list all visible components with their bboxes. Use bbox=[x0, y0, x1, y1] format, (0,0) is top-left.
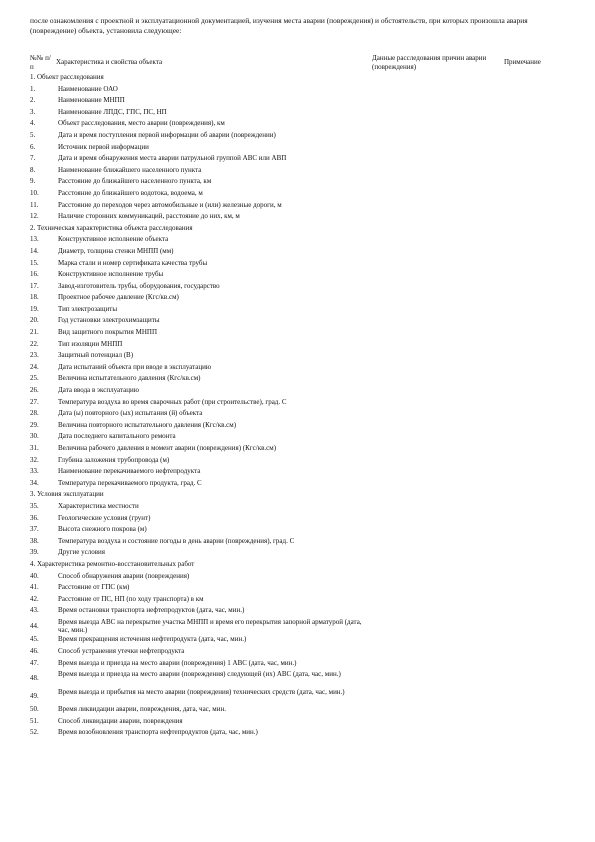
row-number: 20. bbox=[30, 316, 39, 325]
table-row bbox=[30, 502, 575, 514]
table-row bbox=[30, 583, 575, 595]
row-number: 33. bbox=[30, 467, 39, 476]
table-row bbox=[30, 282, 575, 294]
table-row bbox=[30, 514, 575, 526]
table-row bbox=[30, 717, 575, 729]
row-number: 38. bbox=[30, 536, 39, 545]
row-number: 25. bbox=[30, 374, 39, 383]
row-number: 52. bbox=[30, 728, 39, 737]
table-row bbox=[30, 386, 575, 398]
table-row bbox=[30, 705, 575, 717]
row-characteristic: Способ обнаружения аварии (повреждения) bbox=[58, 571, 190, 580]
table-row bbox=[30, 131, 575, 143]
row-number: 5. bbox=[30, 130, 36, 139]
row-number: 27. bbox=[30, 397, 39, 406]
table-row bbox=[30, 728, 575, 740]
row-characteristic: Дата последнего капитального ремонта bbox=[58, 432, 176, 441]
section-heading-row bbox=[30, 560, 575, 572]
row-number: 8. bbox=[30, 165, 36, 174]
row-number: 10. bbox=[30, 188, 39, 197]
row-characteristic: Время выезда и приезда на место аварии (повреждения) 1 АВС (дата, час, мин.) bbox=[58, 658, 297, 667]
row-characteristic: Марка стали и номер сертификата качества трубы bbox=[58, 258, 208, 267]
table-row bbox=[30, 96, 575, 108]
row-characteristic: Расстояние до ближайшего населенного пункта, км bbox=[58, 177, 212, 186]
table-row bbox=[30, 247, 575, 259]
row-number: 37. bbox=[30, 525, 39, 534]
table-row bbox=[30, 595, 575, 607]
row-characteristic: Наличие сторонних коммуникаций, расстояние до них, км, м bbox=[58, 212, 240, 221]
row-characteristic: Тип изоляции МНПП bbox=[58, 339, 123, 348]
table-row bbox=[30, 293, 575, 305]
row-characteristic: Завод-изготовитель трубы, оборудования, государство bbox=[58, 281, 220, 290]
row-characteristic: Дата и время обнаружения места аварии патрульной группой АВС или АВП bbox=[58, 154, 287, 163]
row-number: 12. bbox=[30, 212, 39, 221]
row-number: 9. bbox=[30, 177, 36, 186]
row-characteristic: Год установки электрохимзащиты bbox=[58, 316, 160, 325]
row-characteristic: Расстояние до переходов через автомобильные и (или) железные дороги, м bbox=[58, 200, 282, 209]
table-row bbox=[30, 235, 575, 247]
table-row bbox=[30, 618, 575, 636]
section-title: 1. Объект расследования bbox=[30, 73, 104, 81]
row-number: 30. bbox=[30, 432, 39, 441]
row-characteristic: Величина рабочего давления в момент аварии (повреждения) (Кгс/кв.см) bbox=[58, 444, 277, 452]
table-row bbox=[30, 548, 575, 560]
intro-paragraph: после ознакомления с проектной и эксплуатационной документацией, изучения места аварии (повреждения) и обстоятельств, при которых произошла авария (повреждение) объекта, установила следующее: bbox=[30, 16, 528, 35]
row-characteristic: Дата и время поступления первой информации об аварии (повреждении) bbox=[58, 130, 276, 139]
row-number: 34. bbox=[30, 478, 39, 487]
row-number: 13. bbox=[30, 235, 39, 244]
table-row bbox=[30, 119, 575, 131]
row-number: 35. bbox=[30, 501, 39, 510]
table-row bbox=[30, 398, 575, 410]
row-number: 46. bbox=[30, 647, 39, 655]
row-characteristic: Время выезда и приезда на место аварии (повреждения) следующей (их) АВС (дата, час, мин.) bbox=[58, 670, 341, 679]
table-row bbox=[30, 351, 575, 363]
row-number: 23. bbox=[30, 351, 39, 360]
table-row bbox=[30, 606, 575, 618]
row-number: 48. bbox=[30, 674, 39, 683]
table-row bbox=[30, 525, 575, 537]
row-characteristic: Температура воздуха и состояние погоды в день аварии (повреждения), град. С bbox=[58, 536, 295, 545]
table-row bbox=[30, 572, 575, 584]
header-number-column: №№ п/п bbox=[30, 54, 51, 71]
row-characteristic: Способ устранения утечки нефтепродукта bbox=[58, 647, 185, 655]
row-number: 16. bbox=[30, 270, 39, 279]
row-characteristic: Геологические условия (грунт) bbox=[58, 513, 151, 522]
row-characteristic: Дата испытаний объекта при вводе в эксплуатацию bbox=[58, 362, 212, 371]
table-row bbox=[30, 444, 575, 456]
table-row bbox=[30, 432, 575, 444]
table-row bbox=[30, 363, 575, 375]
row-number: 21. bbox=[30, 328, 39, 337]
section-heading-row bbox=[30, 73, 575, 85]
header-investigation-data-column: Данные расследования причин аварии (повреждения) bbox=[372, 54, 487, 71]
row-number: 31. bbox=[30, 444, 39, 452]
row-number: 51. bbox=[30, 716, 39, 725]
table-row bbox=[30, 201, 575, 213]
table-row bbox=[30, 340, 575, 352]
row-characteristic: Глубина заложения трубопровода (м) bbox=[58, 455, 170, 464]
table-row bbox=[30, 635, 575, 647]
row-number: 6. bbox=[30, 142, 36, 151]
table-row bbox=[30, 688, 575, 706]
table-row bbox=[30, 409, 575, 421]
row-characteristic: Температура перекачиваемого продукта, град. С bbox=[58, 478, 202, 487]
row-characteristic: Диаметр, толщина стенки МНПП (мм) bbox=[58, 246, 174, 255]
table-row bbox=[30, 537, 575, 549]
row-number: 17. bbox=[30, 281, 39, 290]
section-heading-row bbox=[30, 224, 575, 236]
row-number: 36. bbox=[30, 513, 39, 522]
row-number: 32. bbox=[30, 455, 39, 464]
header-note-column: Примечание bbox=[504, 58, 541, 66]
row-characteristic: Расстояние от ГПС (км) bbox=[58, 583, 130, 592]
section-title: 3. Условия эксплуатации bbox=[30, 490, 104, 499]
row-number: 14. bbox=[30, 246, 39, 255]
header-characteristic-column: Характеристика и свойства объекта bbox=[56, 58, 163, 66]
row-number: 39. bbox=[30, 548, 39, 557]
table-row bbox=[30, 316, 575, 328]
row-number: 45. bbox=[30, 635, 39, 644]
row-number: 49. bbox=[30, 691, 39, 700]
row-number: 26. bbox=[30, 386, 39, 395]
table-row bbox=[30, 670, 575, 688]
row-characteristic: Дата (ы) повторного (ых) испытания (й) объекта bbox=[58, 409, 203, 418]
row-characteristic: Наименование ближайшего населенного пункта bbox=[58, 165, 202, 174]
row-characteristic: Время выезда и прибытия на место аварии (повреждения) технических средств (дата, час, мин.) bbox=[58, 687, 345, 696]
table-row bbox=[30, 421, 575, 433]
row-characteristic: Высота снежного покрова (м) bbox=[58, 525, 147, 534]
row-number: 40. bbox=[30, 571, 39, 580]
row-number: 11. bbox=[30, 200, 39, 209]
table-row bbox=[30, 108, 575, 120]
section-title: 4. Характеристика ремонтно-восстановительных работ bbox=[30, 559, 195, 568]
table-row bbox=[30, 212, 575, 224]
row-characteristic: Источник первой информации bbox=[58, 142, 149, 151]
row-characteristic: Величина повторного испытательного давления (Кгс/кв.см) bbox=[58, 420, 237, 429]
row-number: 28. bbox=[30, 409, 39, 418]
row-number: 1. bbox=[30, 84, 36, 93]
row-number: 47. bbox=[30, 658, 39, 667]
row-characteristic: Защитный потенциал (В) bbox=[58, 351, 134, 360]
row-number: 24. bbox=[30, 362, 39, 371]
table-row bbox=[30, 647, 575, 659]
row-number: 42. bbox=[30, 594, 39, 603]
row-number: 19. bbox=[30, 304, 39, 313]
table-row bbox=[30, 467, 575, 479]
row-characteristic: Время возобновления транспорта нефтепродуктов (дата, час, мин.) bbox=[58, 728, 258, 737]
table-row bbox=[30, 374, 575, 386]
row-number: 43. bbox=[30, 606, 39, 615]
table-row bbox=[30, 479, 575, 491]
row-characteristic: Время остановки транспорта нефтепродуктов (дата, час, мин.) bbox=[58, 606, 245, 615]
row-characteristic: Наименование МНПП bbox=[58, 96, 125, 105]
table-row bbox=[30, 305, 575, 317]
row-characteristic: Характеристика местности bbox=[58, 501, 139, 510]
row-characteristic: Дата ввода в эксплуатацию bbox=[58, 386, 139, 395]
row-characteristic: Объект расследования, место аварии (повреждения), км bbox=[58, 119, 225, 128]
row-characteristic: Другие условия bbox=[58, 548, 106, 557]
table-row bbox=[30, 166, 575, 178]
row-characteristic: Конструктивное исполнение объекта bbox=[58, 235, 169, 244]
row-characteristic: Температура воздуха во время сварочных работ (при строительстве), град. С bbox=[58, 397, 287, 406]
row-characteristic: Наименование перекачиваемого нефтепродукта bbox=[58, 467, 201, 476]
row-characteristic: Расстояние от ПС, НП (по ходу транспорта) в км bbox=[58, 594, 204, 603]
table-row bbox=[30, 189, 575, 201]
row-number: 7. bbox=[30, 154, 36, 163]
row-number: 4. bbox=[30, 119, 36, 128]
row-number: 29. bbox=[30, 420, 39, 429]
row-characteristic: Величина испытательного давления (Кгс/кв.см) bbox=[58, 374, 201, 383]
row-characteristic: Тип электрозащиты bbox=[58, 304, 118, 313]
characteristics-table bbox=[30, 73, 575, 740]
table-row bbox=[30, 143, 575, 155]
table-row bbox=[30, 659, 575, 671]
table-row bbox=[30, 328, 575, 340]
row-characteristic: Наименование ЛПДС, ГПС, ПС, НП bbox=[58, 107, 167, 116]
row-number: 18. bbox=[30, 293, 39, 302]
table-row bbox=[30, 270, 575, 282]
section-heading-row bbox=[30, 490, 575, 502]
row-characteristic: Вид защитного покрытия МНПП bbox=[58, 328, 158, 337]
table-row bbox=[30, 85, 575, 97]
row-number: 15. bbox=[30, 258, 39, 267]
row-number: 50. bbox=[30, 705, 39, 714]
row-characteristic: Наименование ОАО bbox=[58, 84, 118, 93]
row-characteristic: Время прекращения истечения нефтепродукта (дата, час, мин.) bbox=[58, 635, 247, 644]
row-characteristic: Время ликвидации аварии, повреждения, дата, час, мин. bbox=[58, 705, 226, 714]
row-number: 44. bbox=[30, 621, 39, 630]
row-number: 41. bbox=[30, 583, 39, 592]
table-row bbox=[30, 154, 575, 166]
table-row bbox=[30, 177, 575, 189]
row-number: 3. bbox=[30, 107, 36, 116]
row-characteristic: Способ ликвидации аварии, повреждения bbox=[58, 716, 183, 725]
table-row bbox=[30, 259, 575, 271]
row-number: 2. bbox=[30, 96, 36, 105]
row-characteristic: Время выезда АВС на перекрытие участка МНПП и время его перекрытия запорной арматурой (дата, час, мин.) bbox=[58, 617, 362, 635]
row-characteristic: Конструктивное исполнение трубы bbox=[58, 270, 164, 279]
row-characteristic: Расстояние до ближайшего водотока, водоема, м bbox=[58, 188, 203, 197]
section-title: 2. Техническая характеристика объекта расследования bbox=[30, 223, 193, 232]
row-number: 22. bbox=[30, 339, 39, 348]
row-characteristic: Проектное рабочее давление (Кгс/кв.см) bbox=[58, 293, 179, 302]
table-row bbox=[30, 456, 575, 468]
